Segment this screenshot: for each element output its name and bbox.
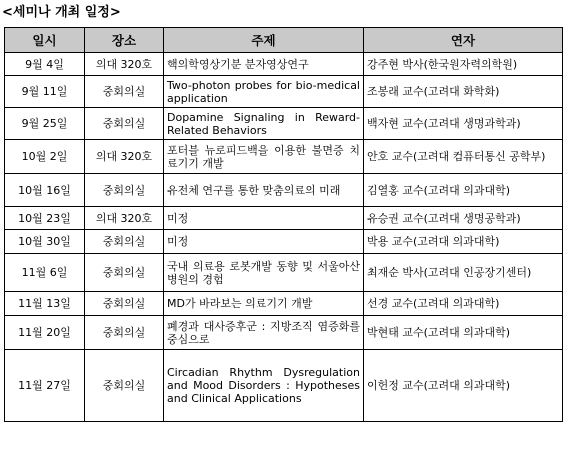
cell-place: 중회의실 xyxy=(85,108,164,140)
cell-place: 중회의실 xyxy=(85,316,164,350)
table-row xyxy=(5,108,563,140)
cell-date: 10월 2일 xyxy=(5,140,85,174)
cell-topic: Dopamine Signaling in Reward-Related Behaviors xyxy=(164,108,364,140)
cell-place: 중회의실 xyxy=(85,230,164,254)
cell-topic: MD가 바라보는 의료기기 개발 xyxy=(164,292,364,316)
table-row xyxy=(5,53,563,76)
header-place: 장소 xyxy=(85,28,164,53)
cell-topic: 미정 xyxy=(164,207,364,230)
table-row xyxy=(5,316,563,350)
cell-date: 10월 23일 xyxy=(5,207,85,230)
cell-speaker: 선경 교수(고려대 의과대학) xyxy=(364,292,563,316)
table-row xyxy=(5,230,563,254)
cell-speaker: 강주현 박사(한국원자력의학원) xyxy=(364,53,563,76)
cell-date: 11월 6일 xyxy=(5,254,85,292)
cell-date: 10월 30일 xyxy=(5,230,85,254)
cell-date: 11월 13일 xyxy=(5,292,85,316)
cell-place: 의대 320호 xyxy=(85,207,164,230)
cell-topic: Circadian Rhythm Dysregulation and Mood Disorders : Hypotheses and Clinical Applications xyxy=(164,350,364,422)
cell-place: 의대 320호 xyxy=(85,140,164,174)
cell-speaker: 이헌정 교수(고려대 의과대학) xyxy=(364,350,563,422)
cell-speaker: 유승권 교수(고려대 생명공학과) xyxy=(364,207,563,230)
cell-topic: 폐경과 대사증후군 : 지방조직 염증화를 중심으로 xyxy=(164,316,364,350)
cell-topic: Two-photon probes for bio-medical application xyxy=(164,76,364,108)
cell-speaker: 안호 교수(고려대 컴퓨터통신 공학부) xyxy=(364,140,563,174)
cell-speaker: 박현태 교수(고려대 의과대학) xyxy=(364,316,563,350)
cell-speaker: 박용 교수(고려대 의과대학) xyxy=(364,230,563,254)
cell-speaker: 김열홍 교수(고려대 의과대학) xyxy=(364,174,563,207)
page-title: <세미나 개최 일정> xyxy=(2,5,121,20)
table-row xyxy=(5,350,563,422)
cell-place: 중회의실 xyxy=(85,350,164,422)
cell-speaker: 백자현 교수(고려대 생명과학과) xyxy=(364,108,563,140)
cell-topic: 미정 xyxy=(164,230,364,254)
cell-date: 10월 16일 xyxy=(5,174,85,207)
cell-speaker: 최재순 박사(고려대 인공장기센터) xyxy=(364,254,563,292)
cell-date: 9월 4일 xyxy=(5,53,85,76)
cell-place: 중회의실 xyxy=(85,76,164,108)
cell-speaker: 조봉래 교수(고려대 화학화) xyxy=(364,76,563,108)
table-row xyxy=(5,140,563,174)
table-row xyxy=(5,76,563,108)
cell-date: 9월 11일 xyxy=(5,76,85,108)
table-row xyxy=(5,174,563,207)
cell-topic: 포터블 뉴로피드백을 이용한 불면증 치료기기 개발 xyxy=(164,140,364,174)
header-speaker: 연자 xyxy=(364,28,563,53)
cell-place: 중회의실 xyxy=(85,254,164,292)
seminar-schedule-table xyxy=(4,27,563,422)
header-date: 일시 xyxy=(5,28,85,53)
table-header-row xyxy=(5,28,563,53)
table-row xyxy=(5,254,563,292)
cell-date: 11월 20일 xyxy=(5,316,85,350)
table-row xyxy=(5,292,563,316)
cell-topic: 핵의학영상기분 분자영상연구 xyxy=(164,53,364,76)
table-row xyxy=(5,207,563,230)
cell-place: 의대 320호 xyxy=(85,53,164,76)
cell-place: 중회의실 xyxy=(85,174,164,207)
cell-place: 중회의실 xyxy=(85,292,164,316)
cell-topic: 유전체 연구를 통한 맞춤의료의 미래 xyxy=(164,174,364,207)
cell-topic: 국내 의료용 로봇개발 동향 및 서울아산병원의 경험 xyxy=(164,254,364,292)
cell-date: 11월 27일 xyxy=(5,350,85,422)
header-topic: 주제 xyxy=(164,28,364,53)
cell-date: 9월 25일 xyxy=(5,108,85,140)
